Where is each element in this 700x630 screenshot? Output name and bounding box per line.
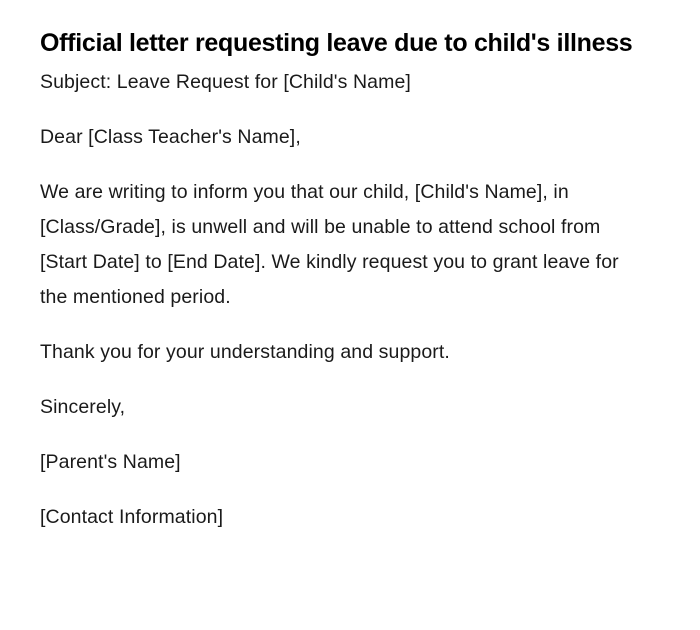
letter-thanks: Thank you for your understanding and support.: [40, 341, 450, 363]
letter-salutation: Dear [Class Teacher's Name],: [40, 126, 301, 148]
letter-title: Official letter requesting leave due to child's illness: [40, 29, 633, 57]
letter: [40, 21, 640, 555]
letter-subject: Subject: Leave Request for [Child's Name]: [40, 71, 411, 93]
letter-body: We are writing to inform you that our child, [Child's Name], in [Class/Grade], is unwell and will be unable to attend school from [Start Date] to [End Date]. We kindly request you to grant leave for the mentioned period.: [40, 181, 619, 308]
letter-contact: [Contact Information]: [40, 506, 224, 528]
letter-closing: Sincerely,: [40, 396, 126, 418]
letter-signature: [Parent's Name]: [40, 451, 181, 473]
